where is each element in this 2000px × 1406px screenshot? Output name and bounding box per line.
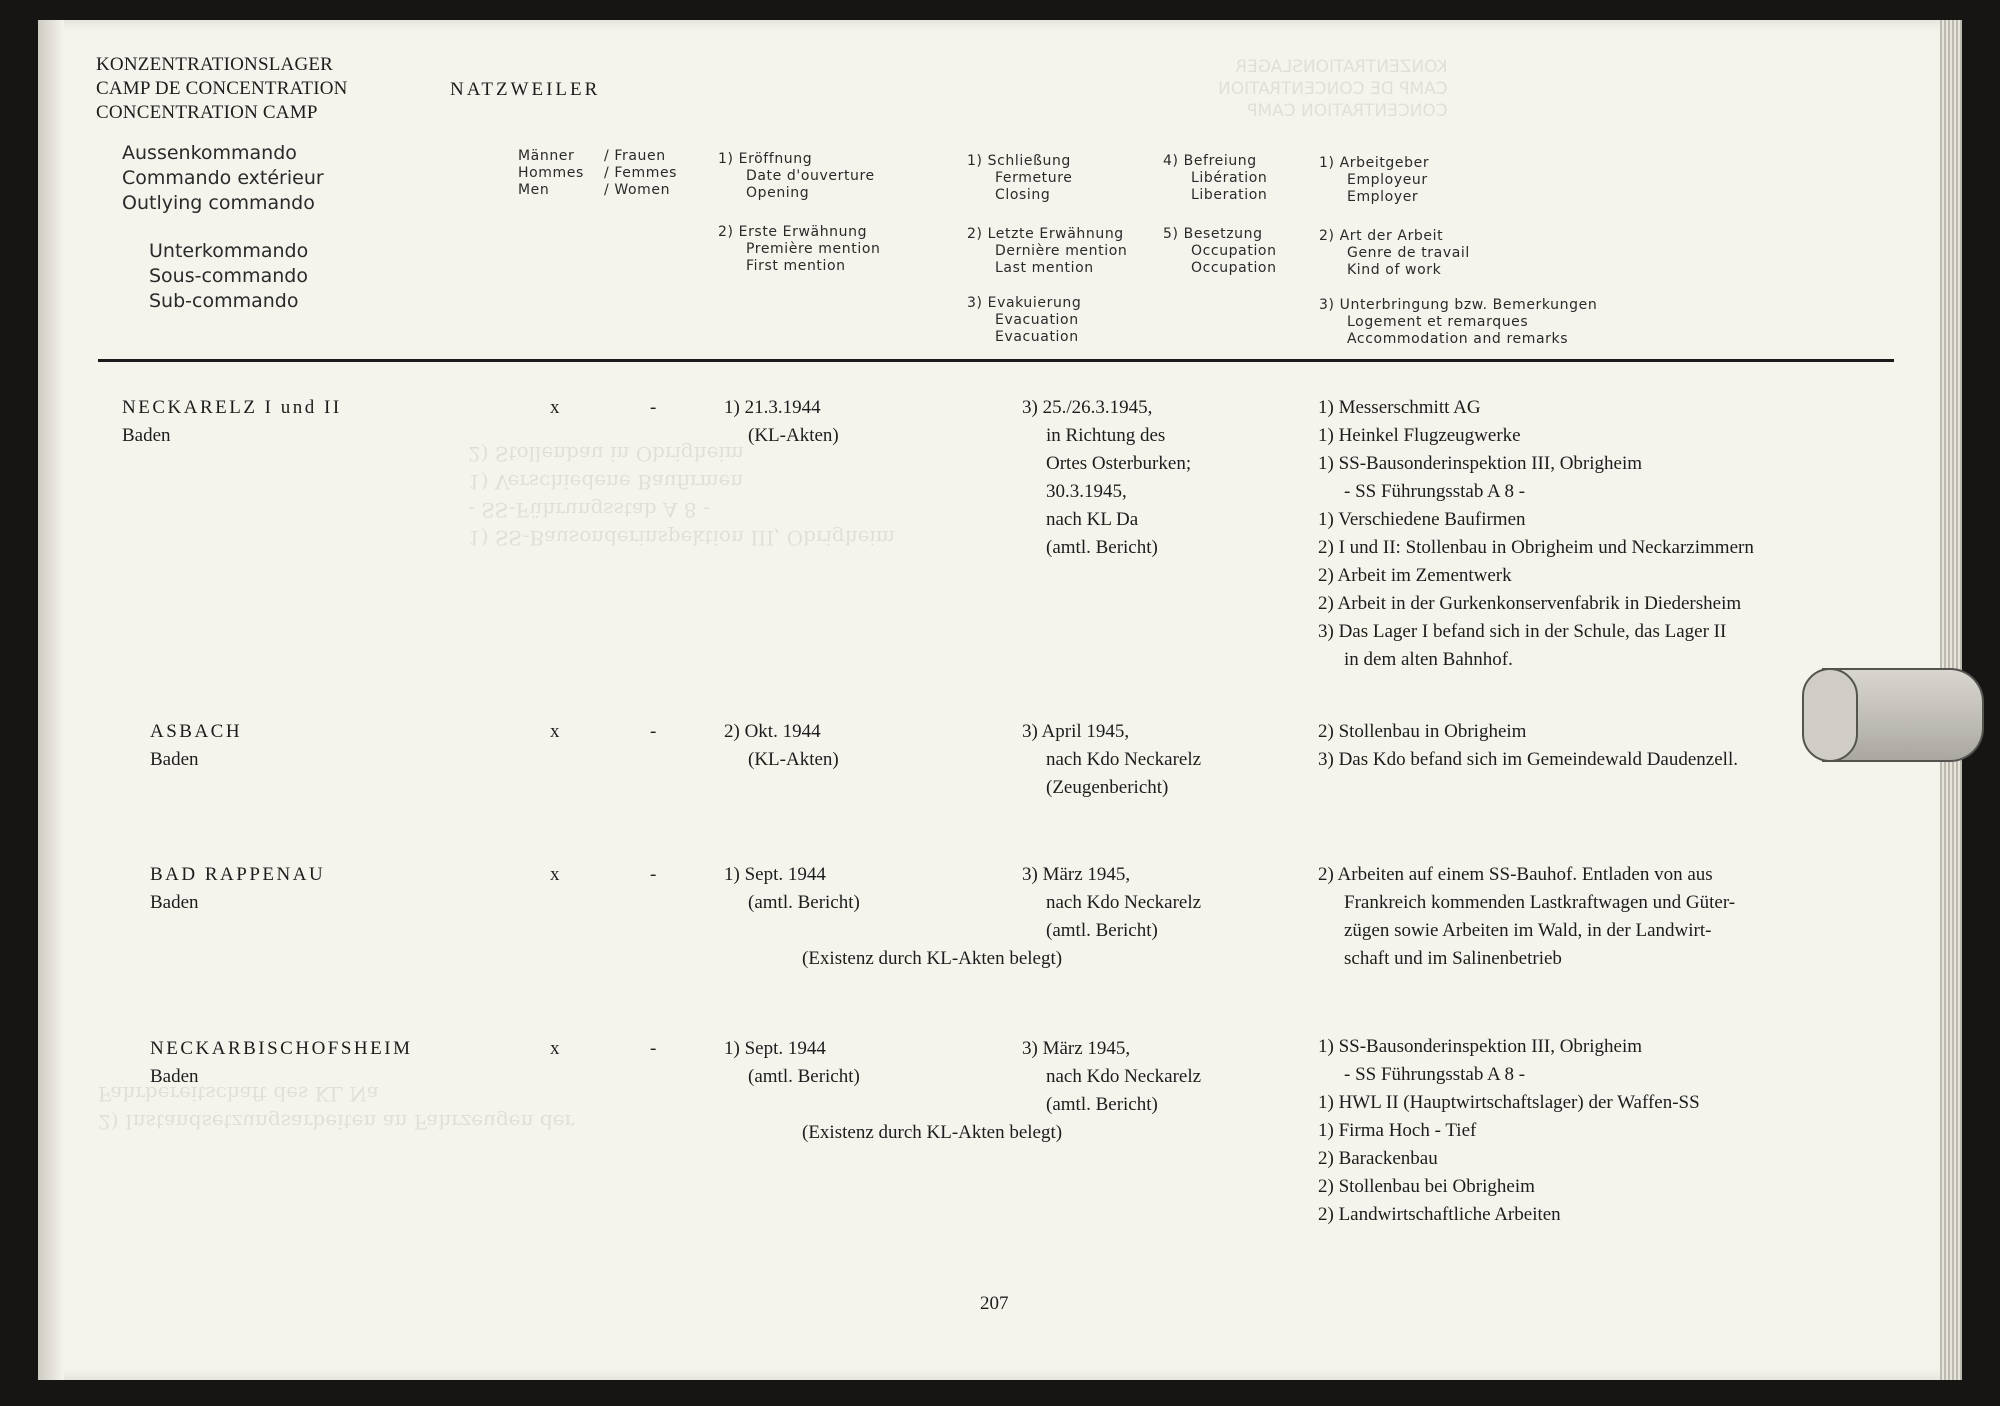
details-info (1318, 861, 1735, 973)
header-rule (98, 359, 1894, 362)
legend-liberation-de: 4) Befreiung (1163, 153, 1257, 169)
closing-line: (amtl. Bericht) (1046, 920, 1158, 941)
women-mark: - (650, 864, 657, 885)
detail-line: 1) Firma Hoch - Tief (1318, 1120, 1477, 1141)
detail-line: 2) Landwirtschaftliche Arbeiten (1318, 1204, 1561, 1225)
detail-line: 1) Messerschmitt AG (1318, 397, 1481, 418)
opening-source: (KL-Akten) (748, 749, 839, 770)
legend-remarks-fr: Logement et remarques (1347, 314, 1529, 330)
opening-info (724, 394, 839, 450)
place-name: NECKARELZ I und II (122, 397, 342, 418)
detail-line: 1) HWL II (Hauptwirtschaftslager) der Waffen-SS (1318, 1092, 1700, 1113)
legend-women-en: / Women (604, 182, 671, 198)
men-mark: x (550, 397, 560, 418)
detail-line: schaft und im Salinenbetrieb (1344, 948, 1562, 969)
existence-note-text: (Existenz durch KL-Akten belegt) (802, 948, 1063, 969)
closing-info (1022, 718, 1201, 802)
detail-line: 2) Arbeit im Zementwerk (1318, 565, 1512, 586)
opening-info (724, 861, 860, 917)
legend-women-fr: / Femmes (604, 165, 678, 181)
detail-line: - SS Führungsstab A 8 - (1344, 481, 1526, 502)
legend-liberation (1163, 153, 1267, 204)
legend-opening-fr: Date d'ouverture (746, 168, 875, 184)
legend-opening-en: Opening (746, 185, 810, 201)
closing-line: (amtl. Bericht) (1046, 1094, 1158, 1115)
legend-remarks-de: 3) Unterbringung bzw. Bemerkungen (1319, 297, 1598, 313)
detail-line: - SS Führungsstab A 8 - (1344, 1064, 1526, 1085)
legend-evacuation (967, 295, 1081, 346)
camp-type-fr: CAMP DE CONCENTRATION (96, 78, 348, 99)
legend-closing-en: Closing (995, 187, 1051, 203)
camp-type-de: KONZENTRATIONSLAGER (96, 54, 334, 75)
opening-line: 1) Sept. 1944 (724, 864, 826, 885)
closing-line: nach Kdo Neckarelz (1046, 1066, 1202, 1087)
existence-note (802, 1119, 1062, 1147)
region-name: Baden (150, 1066, 199, 1087)
detail-line: 1) SS-Bausonderinspektion III, Obrigheim (1318, 1036, 1643, 1057)
opening-info (724, 718, 839, 774)
subcommando-en: Sub-commando (149, 290, 299, 312)
legend-evacuation-de: 3) Evakuierung (967, 295, 1082, 311)
legend-last-mention (967, 226, 1127, 277)
entry-place (150, 718, 242, 774)
region-name: Baden (150, 892, 199, 913)
legend-last-mention-fr: Dernière mention (995, 243, 1128, 259)
detail-line: 2) Arbeit in der Gurkenkonservenfabrik in Diedersheim (1318, 593, 1742, 614)
legend-occupation-en: Occupation (1191, 260, 1277, 276)
camp-type-heading (96, 53, 348, 125)
commando-en: Outlying commando (122, 192, 315, 214)
legend-occupation-de: 5) Besetzung (1163, 226, 1263, 242)
legend-gender-f (604, 148, 677, 199)
commando-de: Aussenkommando (122, 142, 297, 164)
existence-note (802, 945, 1062, 973)
legend-work-fr: Genre de travail (1347, 245, 1470, 261)
show-through-text: 1) SS-Bausonderinspektion III, Obrigheim - SS-Führungsstab A 8 - 1) Verschiedene Baufirmen 2) Stollenbau in Obrigheim (468, 442, 895, 550)
detail-line: 1) SS-Bausonderinspektion III, Obrigheim (1318, 453, 1643, 474)
closing-info (1022, 861, 1201, 945)
legend-first-mention-fr: Première mention (746, 241, 881, 257)
show-through-header: KONZENTRATIONSLAGER CAMP DE CONCENTRATION CONCENTRATION CAMP (1218, 57, 1448, 121)
closing-line: (Zeugenbericht) (1046, 777, 1169, 798)
detail-line: zügen sowie Arbeiten im Wald, in der Landwirt- (1344, 920, 1712, 941)
show-through-text-2: 2) Instandsetzungsarbeiten an Fahrzeugen der Fahrbereitschaft des KL Na (98, 1082, 575, 1134)
closing-line: nach Kdo Neckarelz (1046, 749, 1202, 770)
legend-opening (718, 151, 875, 202)
legend-men-en: Men (518, 182, 550, 198)
legend-remarks-en: Accommodation and remarks (1347, 331, 1569, 347)
camp-name: NATZWEILER (450, 79, 601, 100)
legend-evacuation-fr: Evacuation (995, 312, 1079, 328)
legend-work-en: Kind of work (1347, 262, 1442, 278)
legend-men-fr: Hommes (518, 165, 584, 181)
detail-line: 2) Barackenbau (1318, 1148, 1438, 1169)
details-info (1318, 718, 1738, 774)
legend-employer-fr: Employeur (1347, 172, 1428, 188)
closing-line: 3) März 1945, (1022, 1038, 1131, 1059)
camp-type-en: CONCENTRATION CAMP (96, 102, 318, 123)
legend-remarks (1319, 297, 1597, 348)
closing-info (1022, 394, 1191, 562)
men-mark: x (550, 864, 560, 885)
closing-info (1022, 1035, 1201, 1119)
legend-first-mention-de: 2) Erste Erwähnung (718, 224, 868, 240)
opening-source: (KL-Akten) (748, 425, 839, 446)
place-name: NECKARBISCHOFSHEIM (150, 1038, 413, 1059)
detail-line: 2) I und II: Stollenbau in Obrigheim und Neckarzimmern (1318, 537, 1754, 558)
details-info (1318, 394, 1754, 674)
men-mark: x (550, 721, 560, 742)
legend-employer (1319, 155, 1429, 206)
opening-line: 1) Sept. 1944 (724, 1038, 826, 1059)
opening-info (724, 1035, 860, 1091)
legend-first-mention (718, 224, 880, 275)
closing-line: 3) April 1945, (1022, 721, 1130, 742)
place-name: ASBACH (150, 721, 243, 742)
men-mark: x (550, 1038, 560, 1059)
legend-evacuation-en: Evacuation (995, 329, 1079, 345)
closing-line: (amtl. Bericht) (1046, 537, 1158, 558)
page-tab (1822, 668, 1984, 762)
commando-heading (122, 141, 324, 216)
page-gutter (38, 20, 64, 1380)
closing-line: nach Kdo Neckarelz (1046, 892, 1202, 913)
legend-closing (967, 153, 1073, 204)
entry-place (150, 1035, 412, 1091)
detail-line: 1) Verschiedene Baufirmen (1318, 509, 1526, 530)
legend-occupation-fr: Occupation (1191, 243, 1277, 259)
legend-work-de: 2) Art der Arbeit (1319, 228, 1444, 244)
opening-line: 2) Okt. 1944 (724, 721, 821, 742)
commando-fr: Commando extérieur (122, 167, 324, 189)
opening-source: (amtl. Bericht) (748, 892, 860, 913)
subcommando-fr: Sous-commando (149, 265, 308, 287)
opening-line: 1) 21.3.1944 (724, 397, 821, 418)
women-mark: - (650, 721, 657, 742)
legend-last-mention-en: Last mention (995, 260, 1094, 276)
detail-line: 2) Stollenbau in Obrigheim (1318, 721, 1527, 742)
entry-place (150, 861, 325, 917)
legend-women-de: / Frauen (604, 148, 666, 164)
women-mark: - (650, 1038, 657, 1059)
detail-line: 1) Heinkel Flugzeugwerke (1318, 425, 1521, 446)
detail-line: in dem alten Bahnhof. (1344, 649, 1513, 670)
legend-first-mention-en: First mention (746, 258, 846, 274)
legend-closing-fr: Fermeture (995, 170, 1073, 186)
closing-line: 30.3.1945, (1046, 481, 1127, 502)
closing-line: Ortes Osterburken; (1046, 453, 1192, 474)
legend-work (1319, 228, 1470, 279)
subcommando-de: Unterkommando (149, 240, 309, 262)
women-mark: - (650, 397, 657, 418)
existence-note-text: (Existenz durch KL-Akten belegt) (802, 1122, 1063, 1143)
detail-line: 2) Stollenbau bei Obrigheim (1318, 1176, 1535, 1197)
legend-occupation (1163, 226, 1277, 277)
closing-line: 3) März 1945, (1022, 864, 1131, 885)
detail-line: 3) Das Lager I befand sich in der Schule, das Lager II (1318, 621, 1727, 642)
closing-line: nach KL Da (1046, 509, 1139, 530)
region-name: Baden (122, 425, 171, 446)
page-number: 207 (980, 1293, 1009, 1314)
detail-line: Frankreich kommenden Lastkraftwagen und Güter- (1344, 892, 1736, 913)
legend-opening-de: 1) Eröffnung (718, 151, 813, 167)
legend-last-mention-de: 2) Letzte Erwähnung (967, 226, 1124, 242)
subcommando-heading (149, 239, 308, 314)
detail-line: 2) Arbeiten auf einem SS-Bauhof. Entladen von aus (1318, 864, 1713, 885)
legend-men-de: Männer (518, 148, 575, 164)
legend-closing-de: 1) Schließung (967, 153, 1071, 169)
entry-place (122, 394, 342, 450)
legend-gender-m (518, 148, 584, 199)
place-name: BAD RAPPENAU (150, 864, 326, 885)
legend-liberation-fr: Libération (1191, 170, 1268, 186)
region-name: Baden (150, 749, 199, 770)
closing-line: in Richtung des (1046, 425, 1166, 446)
detail-line: 3) Das Kdo befand sich im Gemeindewald Daudenzell. (1318, 749, 1738, 770)
closing-line: 3) 25./26.3.1945, (1022, 397, 1153, 418)
legend-liberation-en: Liberation (1191, 187, 1268, 203)
legend-employer-de: 1) Arbeitgeber (1319, 155, 1430, 171)
details-info (1318, 1033, 1700, 1229)
legend-employer-en: Employer (1347, 189, 1419, 205)
opening-source: (amtl. Bericht) (748, 1066, 860, 1087)
